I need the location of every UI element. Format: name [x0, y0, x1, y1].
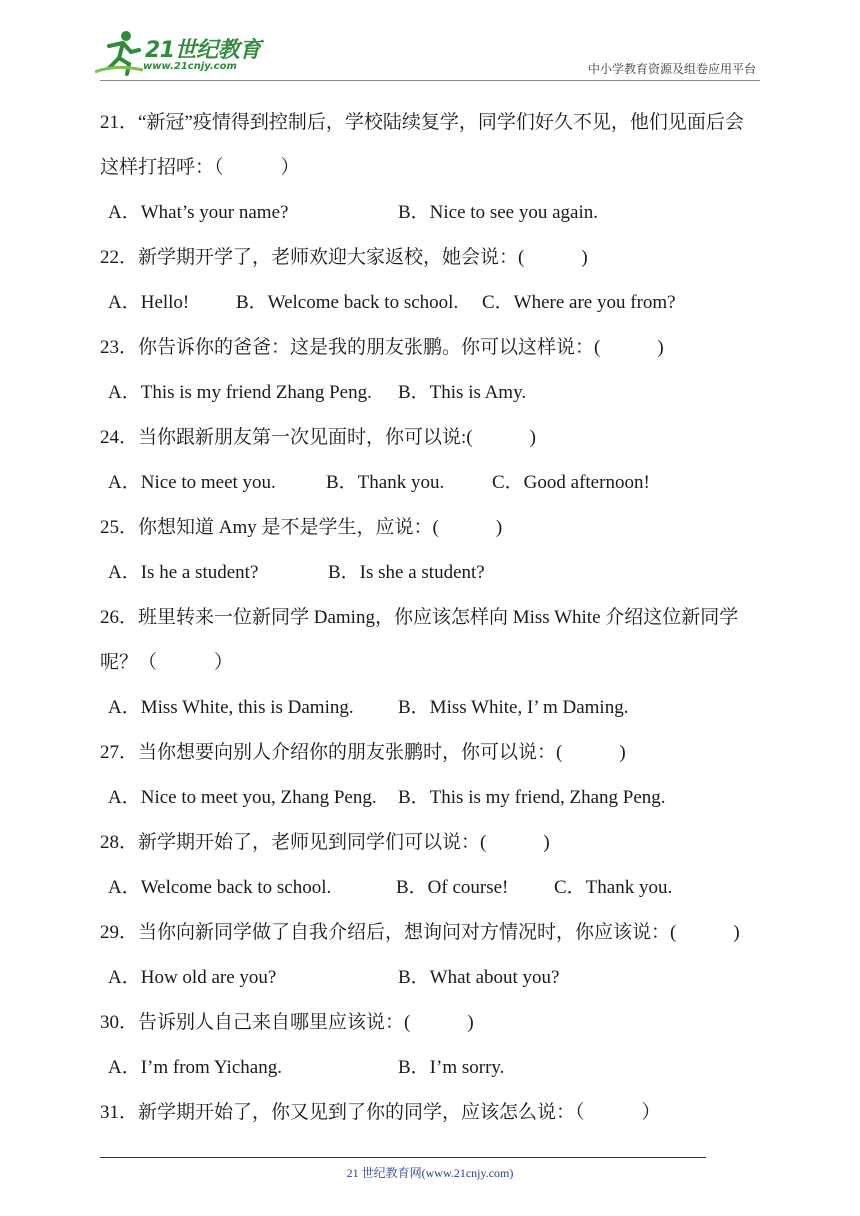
question-options: [100, 955, 762, 1000]
option: A．Miss White, this is Daming.: [108, 697, 354, 718]
question-stem: 31．新学期开始了，你又见到了你的同学，应该怎么说：（ ）: [100, 1102, 661, 1123]
question-stem: 30．告诉别人自己来自哪里应该说：( ): [100, 1012, 474, 1033]
question-options: [100, 865, 762, 910]
option: B．Thank you.: [326, 472, 445, 493]
question-stem: 27．当你想要向别人介绍你的朋友张鹏时，你可以说：( ): [100, 742, 626, 763]
option: C．Where are you from?: [482, 292, 676, 313]
option: B．This is my friend, Zhang Peng.: [398, 787, 666, 808]
question-stem: 24．当你跟新朋友第一次见面时，你可以说:( ): [100, 427, 536, 448]
question-options: [100, 1045, 762, 1090]
option: A．Hello!: [108, 292, 190, 313]
option: A．Welcome back to school.: [108, 877, 332, 898]
option: B．This is Amy.: [398, 382, 527, 403]
option: A．How old are you?: [108, 967, 277, 988]
option: B．Of course!: [396, 877, 509, 898]
question-stem: 26．班里转来一位新同学 Daming，你应该怎样向 Miss White 介绍这位新同学呢？（ ）: [100, 607, 739, 673]
site-logo: [95, 28, 265, 78]
question-options: [100, 775, 762, 820]
option: A．Nice to meet you, Zhang Peng.: [108, 787, 377, 808]
option: C．Good afternoon!: [492, 472, 650, 493]
option: B．Nice to see you again.: [398, 202, 598, 223]
option: A．Is he a student?: [108, 562, 259, 583]
question-options: [100, 190, 762, 235]
question-stem: 29．当你向新同学做了自我介绍后，想询问对方情况时，你应该说：( ): [100, 922, 740, 943]
question-stem: 22．新学期开学了，老师欢迎大家返校，她会说：( ): [100, 247, 588, 268]
option: A．This is my friend Zhang Peng.: [108, 382, 372, 403]
runner-logo-icon: [95, 28, 145, 76]
logo-url: www.21cnjy.com: [143, 61, 237, 72]
question-options: [100, 370, 762, 415]
question-stem: 23．你告诉你的爸爸：这是我的朋友张鹏。你可以这样说：( ): [100, 337, 664, 358]
option: B．Welcome back to school.: [236, 292, 459, 313]
question-stem: 25．你想知道 Amy 是不是学生，应说：( ): [100, 517, 503, 538]
question-stem: 21．“新冠”疫情得到控制后，学校陆续复学，同学们好久不见，他们见面后会这样打招呼：（ ）: [100, 112, 744, 178]
logo-text: 21世纪教育: [145, 38, 261, 63]
option: A．Nice to meet you.: [108, 472, 276, 493]
option: B．What about you?: [398, 967, 560, 988]
page-footer: 21 世纪教育网(www.21cnjy.com): [346, 1166, 514, 1180]
platform-title: 中小学教育资源及组卷应用平台: [587, 62, 756, 76]
option: B．Miss White, I’ m Daming.: [398, 697, 629, 718]
option: A．What’s your name?: [108, 202, 289, 223]
question-stem: 28．新学期开始了，老师见到同学们可以说：( ): [100, 832, 550, 853]
option: B．I’m sorry.: [398, 1057, 505, 1078]
question-options: [100, 550, 762, 595]
question-options: [100, 460, 762, 505]
question-options: [100, 280, 762, 325]
question-list: [100, 100, 762, 1135]
footer-divider: [100, 1157, 706, 1158]
question-options: [100, 685, 762, 730]
option: C．Thank you.: [554, 877, 673, 898]
page-header: [0, 0, 860, 82]
header-divider: [100, 80, 760, 81]
option: A．I’m from Yichang.: [108, 1057, 282, 1078]
option: B．Is she a student?: [328, 562, 485, 583]
